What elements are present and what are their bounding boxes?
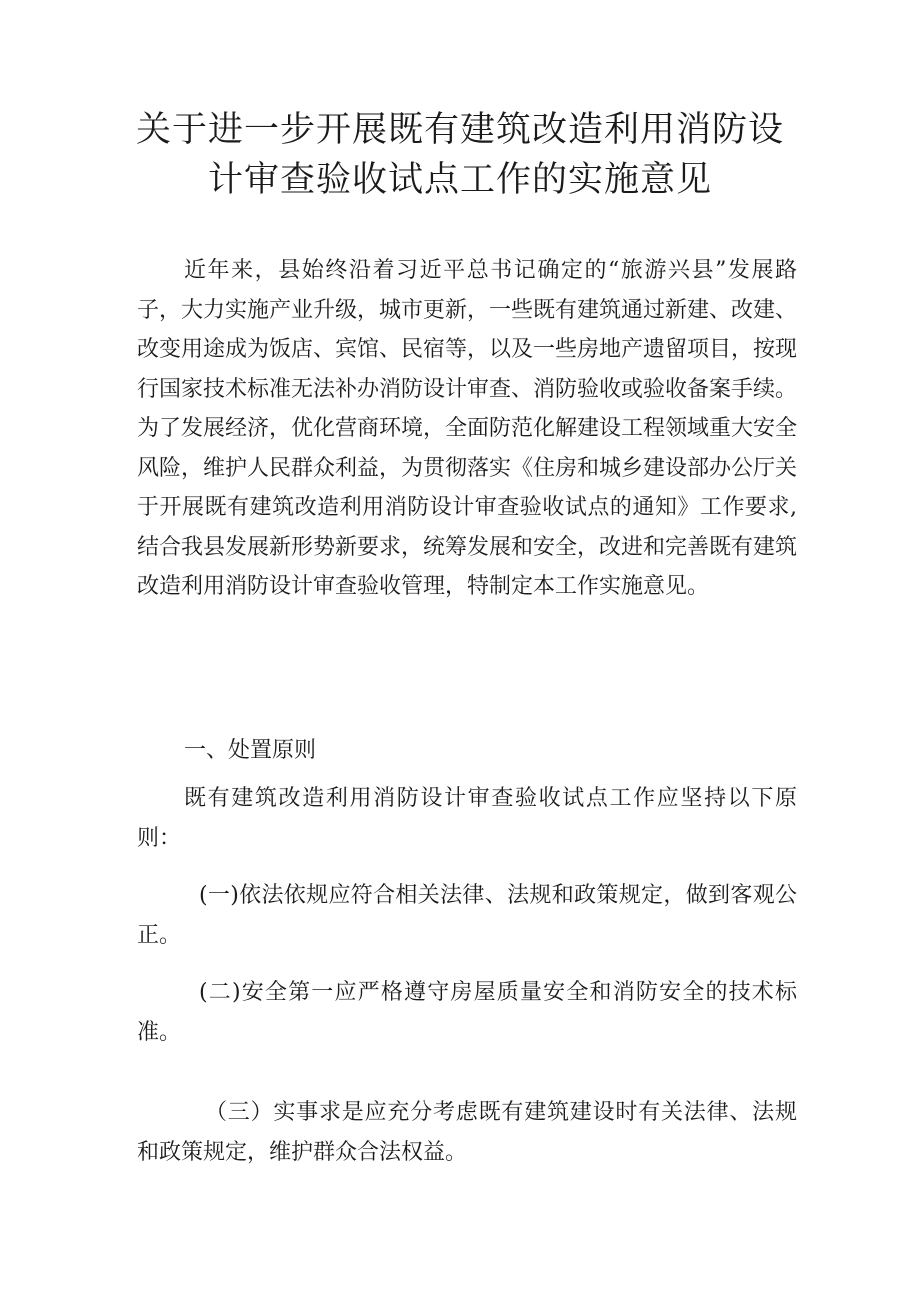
principle-item-3: （三）实事求是应充分考虑既有建筑建设时有关法律、法规和政策规定，维护群众合法权益。 xyxy=(137,1100,797,1165)
principle-item-2: (二)安全第一应严格遵守房屋质量安全和消防安全的技术标准。 xyxy=(137,980,797,1045)
intro-paragraph: 近年来，县始终沿着习近平总书记确定的“旅游兴县”发展路子，大力实施产业升级，城市更新，一些既有建筑通过新建、改建、改变用途成为饭店、宾馆、民宿等，以及一些房地产遗留项目，按现行国家技术标准无法补办消防设计审查、消防验收或验收备案手续。为了发展经济，优化营商环境，全面防范化解建设工程领域重大安全风险，维护人民群众利益，为贯彻落实《住房和城乡建设部办公厅关于开展既有建筑改造利用消防设计审查验收试点的通知》工作要求,结合我县发展新形势新要求，统筹发展和安全，改进和完善既有建筑改造利用消防设计审查验收管理，特制定本工作实施意见。 xyxy=(137,258,798,599)
section-heading: 一、处置原则 xyxy=(184,738,317,763)
document-title-line-2: 计审查验收试点工作的实施意见 xyxy=(207,160,712,200)
document-title-line-1: 关于进一步开展既有建筑改造利用消防设 xyxy=(135,110,784,150)
section-lead-paragraph: 既有建筑改造利用消防设计审查验收试点工作应坚持以下原则： xyxy=(137,786,797,851)
principle-item-1: (一)依法依规应符合相关法律、法规和政策规定，做到客观公正。 xyxy=(137,883,797,948)
